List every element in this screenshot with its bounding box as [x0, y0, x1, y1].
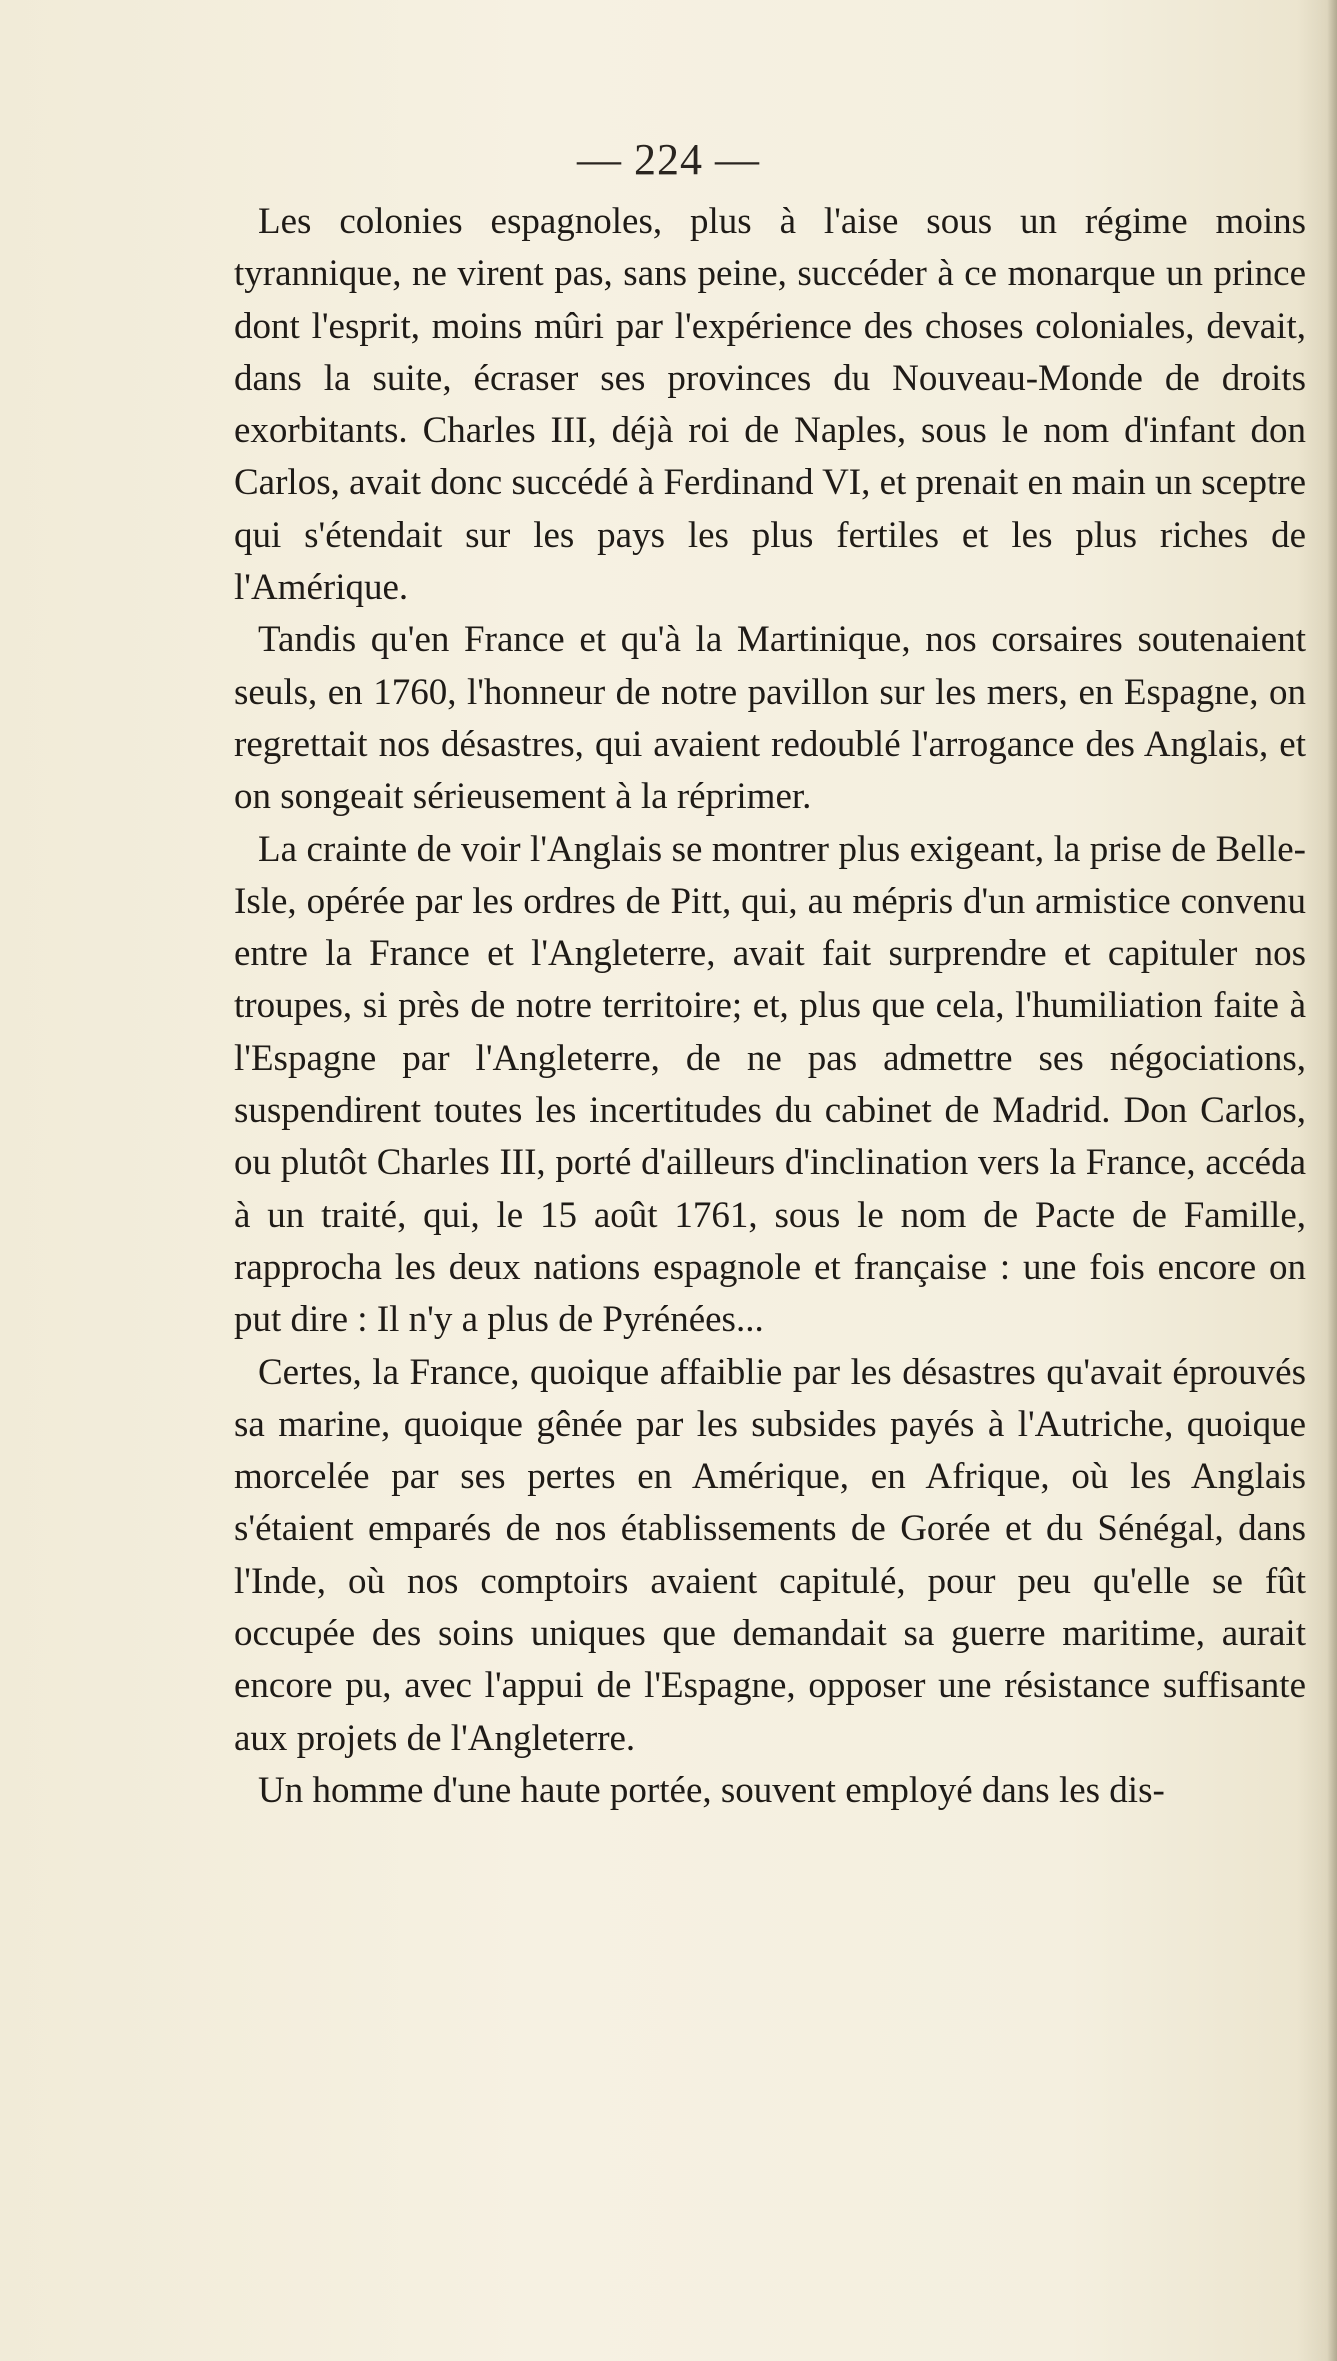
paragraph-corsaires: Tandis qu'en France et qu'à la Martinique, nos corsaires soutenaient seuls, en 1760, l'honneur de notre pavillon sur les mers, en Espagne, on regrettait nos désastres, qui avaient redoublé l'arrogance des Anglais, et on songeait sérieusement à la réprimer. [234, 619, 1306, 818]
paragraph-colonies: Les colonies espagnoles, plus à l'aise sous un régime moins tyrannique, ne virent pas, sans peine, succéder à ce monarque un prince dont l'esprit, moins mûri par l'expérience des choses coloniales, devait, dans la suite, écraser ses provinces du Nouveau-Monde de droits exorbitants. Charles III, déjà roi de Naples, sous le nom d'infant don Carlos, avait donc succédé à Ferdinand VI, et prenait en main un sceptre qui s'étendait sur les pays les plus fertiles et les plus riches de l'Amérique. [234, 201, 1306, 609]
paragraph-un-homme: Un homme d'une haute portée, souvent employé dans les dis- [258, 1769, 1165, 1811]
paragraph-certes: Certes, la France, quoique affaiblie par les désastres qu'avait éprouvés sa marine, quoique gênée par les subsides payés à l'Autriche, quoique morcelée par ses pertes en Amérique, en Afrique, où les Anglais s'étaient emparés de nos établissements de Gorée et du Sénégal, dans l'Inde, où nos comptoirs avaient capitulé, pour peu qu'elle se fût occupée des soins uniques que demandait sa guerre maritime, aurait encore pu, avec l'appui de l'Espagne, opposer une résistance suffisante aux projets de l'Angleterre. [234, 1351, 1306, 1759]
paragraph-belle-isle: La crainte de voir l'Anglais se montrer plus exigeant, la prise de Belle-Isle, opérée par les ordres de Pitt, qui, au mépris d'un armistice convenu entre la France et l'Angleterre, avait fait surprendre et capituler nos troupes, si près de notre territoire; et, plus que cela, l'humiliation faite à l'Espagne par l'Angleterre, de ne pas admettre ses négociations, suspendirent toutes les incertitudes du cabinet de Madrid. Don Carlos, ou plutôt Charles III, porté d'ailleurs d'inclination vers la France, accéda à un traité, qui, le 15 août 1761, sous le nom de Pacte de Famille, rapprocha les deux nations espagnole et française : une fois encore on put dire : Il n'y a plus de Pyrénées... [234, 828, 1306, 1341]
page-body [234, 196, 1306, 1817]
page-number: — 224 — [577, 135, 760, 184]
page-edge-shadow [1327, 0, 1337, 2361]
